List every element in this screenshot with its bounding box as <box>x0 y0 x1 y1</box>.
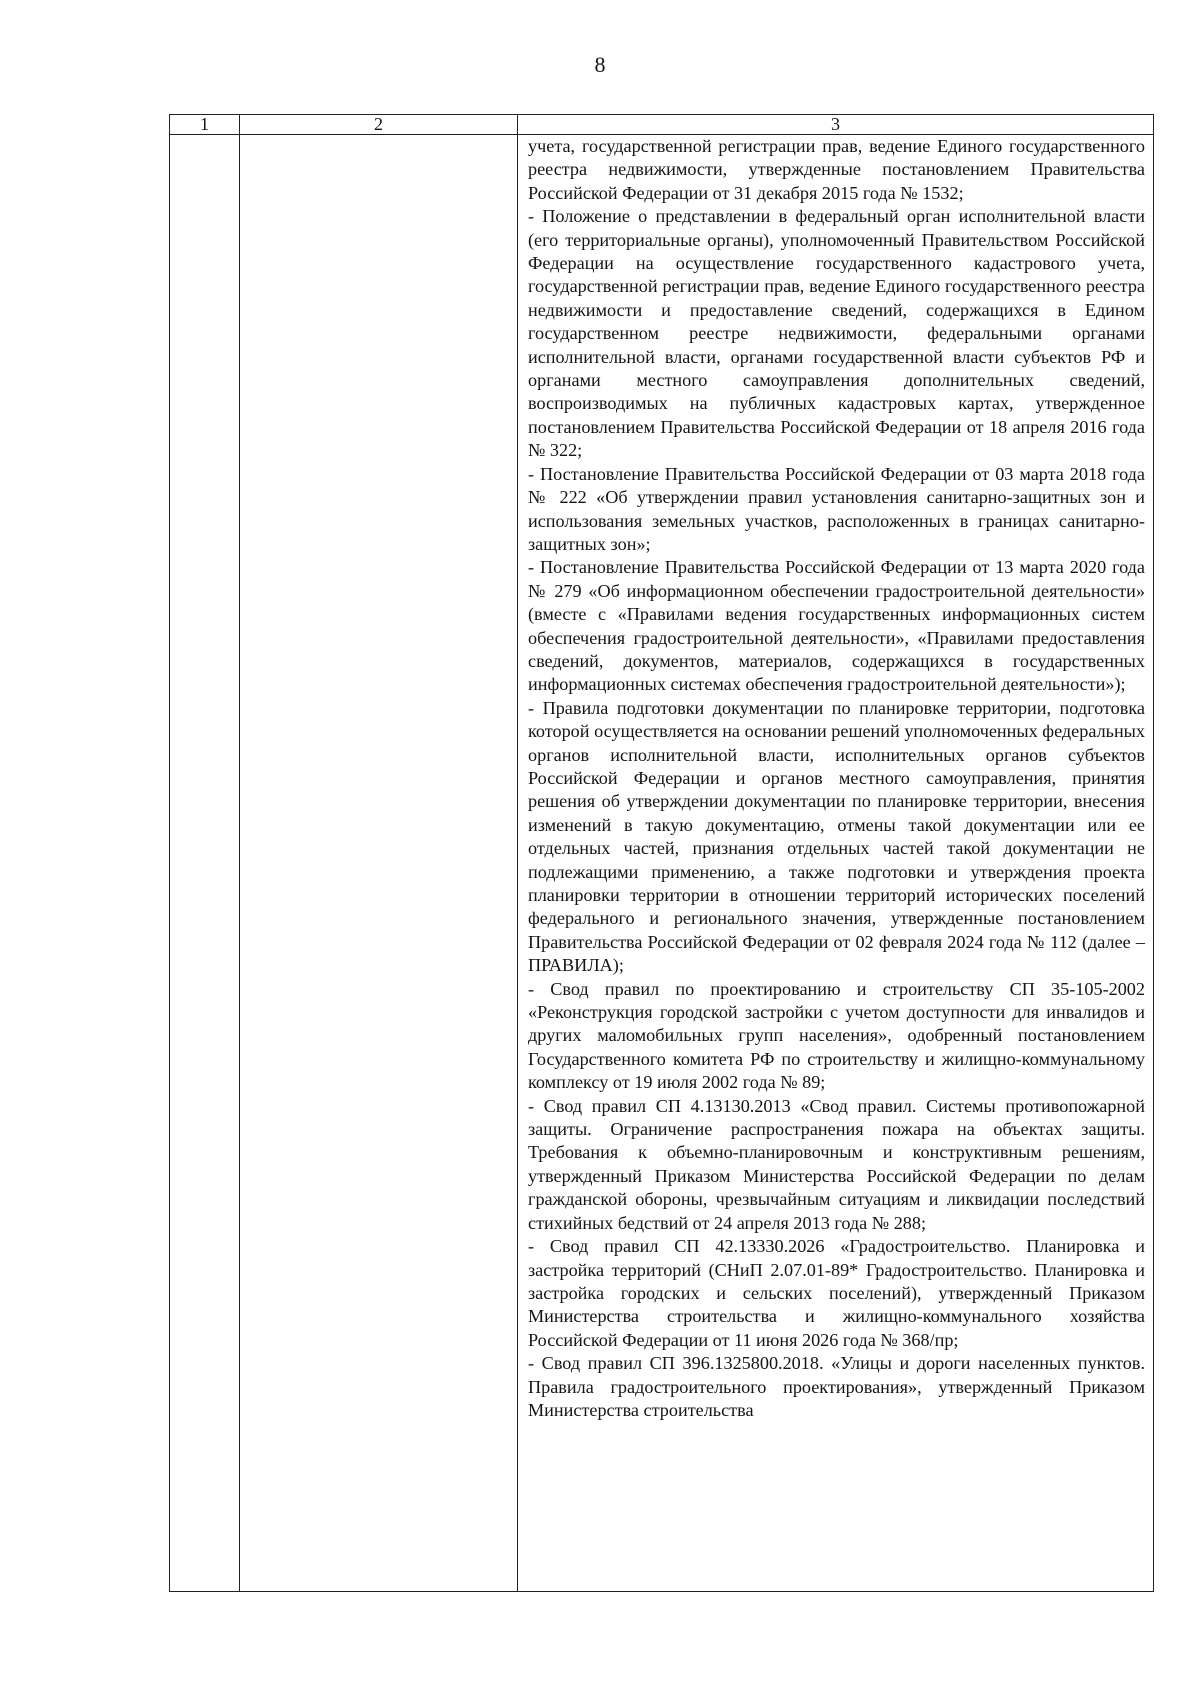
paragraph-sp-4-13130-2013: - Свод правил СП 4.13130.2013 «Свод правил. Системы противопожарной защиты. Ограничение распространения пожара на объектах защиты. Требования к объемно-планировочным и конструктивным решениям, утвержденный Приказом Министерства Российской Федерации по делам гражданской обороны, чрезвычайным ситуациям и ликвидации последствий стихийных бедствий от 24 апреля 2013 года № 288; <box>528 1095 1145 1233</box>
paragraph-sp-35-105-2002: - Свод правил по проектированию и строительству СП 35-105-2002 «Реконструкция городской застройки с учетом доступности для инвалидов и других маломобильных групп населения», одобренный постановлением Государственного комитета РФ по строительству и жилищно-коммунальному комплексу от 19 июля 2002 года № 89; <box>528 978 1145 1093</box>
paragraph-planning-rules: - Правила подготовки документации по планировке территории, подготовка которой осуществляется на основании решений уполномоченных федеральных органов исполнительной власти, исполнительных органов субъектов Российской Федерации и органов местного самоуправления, принятия решения об утверждении документации по планировке территории, внесения изменений в такую документацию, отмены такой документации или ее отдельных частей, признания отдельных частей такой документации не подлежащими применению, а также подготовки и утверждения проекта планировки территории в отношении территорий исторических поселений федерального и регионального значения, утвержденные постановлением Правительства Российской Федерации от 02 февраля 2024 года № 112 (далее – ПРАВИЛА); <box>528 697 1145 976</box>
column-3-cell <box>518 135 1154 1592</box>
regulations-table <box>169 114 1154 1592</box>
paragraph-continuation: учета, государственной регистрации прав, ведение Единого государственного реестра недвижимости, утвержденные постановлением Правительства Российской Федерации от 31 декабря 2015 года № 1532; <box>528 136 1145 203</box>
paragraph-resolution-279: - Постановление Правительства Российской Федерации от 13 марта 2020 года № 279 «Об информационном обеспечении градостроительной деятельности» (вместе с «Правилами ведения государственных информационных систем обеспечения градостроительной деятельности», «Правилами предоставления сведений, документов, материалов, содержащихся в государственных информационных системах обеспечения градостроительной деятельности»); <box>528 557 1145 695</box>
column-header-3: 3 <box>518 115 1154 135</box>
column-header-1: 1 <box>170 115 240 135</box>
paragraph-resolution-222: - Постановление Правительства Российской Федерации от 03 марта 2018 года № 222 «Об утверждении правил установления санитарно-защитных зон и использования земельных участков, расположенных в границах санитарно-защитных зон»; <box>528 463 1145 554</box>
paragraph-sp-396-1325800-2018: - Свод правил СП 396.1325800.2018. «Улицы и дороги населенных пунктов. Правила градостроительного проектирования», утвержденный Приказом Министерства строительства <box>528 1353 1145 1420</box>
column-1-cell <box>170 135 240 1592</box>
column-2-cell <box>240 135 518 1592</box>
paragraph-cadastral-regulation: - Положение о представлении в федеральный орган исполнительной власти (его территориальные органы), уполномоченный Правительством Российской Федерации на осуществление государственного кадастрового учета, государственной регистрации прав, ведение Единого государственного реестра недвижимости и предоставление сведений, содержащихся в Едином государственном реестре недвижимости, федеральными органами исполнительной власти, органами государственной власти субъектов РФ и органами местного самоуправления дополнительных сведений, воспроизводимых на публичных кадастровых картах, утвержденное постановлением Правительства Российской Федерации от 18 апреля 2016 года № 322; <box>528 206 1145 461</box>
paragraph-sp-42-13330-2026: - Свод правил СП 42.13330.2026 «Градостроительство. Планировка и застройка территорий (СНиП 2.07.01-89* Градостроительство. Планировка и застройка городских и сельских поселений), утвержденный Приказом Министерства строительства и жилищно-коммунального хозяйства Российской Федерации от 11 июня 2026 года № 368/пр; <box>528 1236 1145 1350</box>
table-body-row <box>170 135 1154 1592</box>
page-number: 8 <box>594 52 606 77</box>
column-header-2: 2 <box>240 115 518 135</box>
table-header-row <box>170 115 1154 135</box>
